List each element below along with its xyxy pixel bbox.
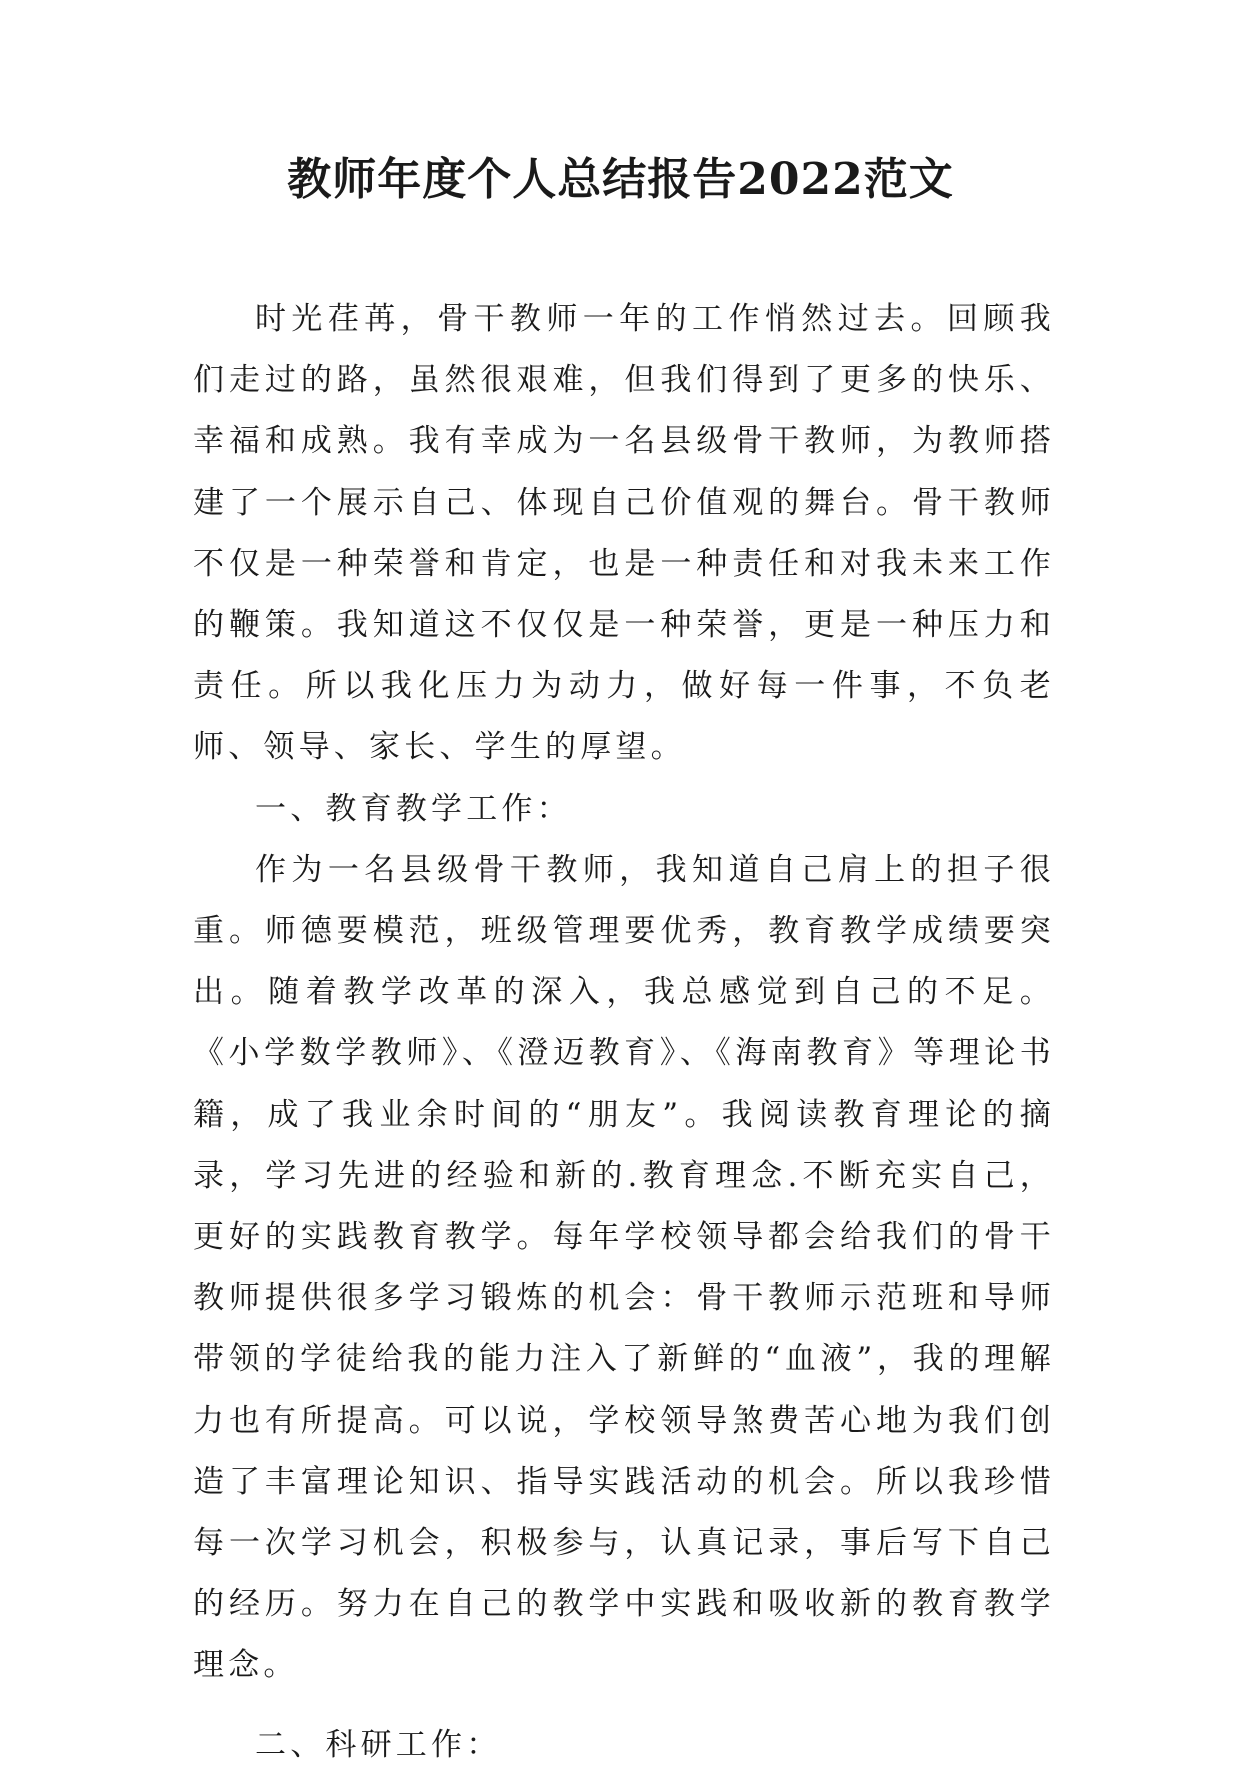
teaching-paragraph: 作为一名县级骨干教师，我知道自己肩上的担子很重。师德要模范，班级管理要优秀，教育教学成绩要突出。随着教学改革的深入，我总感觉到自己的不足。《小学数学教师》、《澄迈教育》、《海南教育》等理论书籍，成了我业余时间的“朋友”。我阅读教育理论的摘录，学习先进的经验和新的.教育理念.不断充实自己，更好的实践教育教学。每年学校领导都会给我们的骨干教师提供很多学习锻炼的机会：骨干教师示范班和导师带领的学徒给我的能力注入了新鲜的“血液”，我的理解力也有所提高。可以说，学校领导煞费苦心地为我们创造了丰富理论知识、指导实践活动的机会。所以我珍惜每一次学习机会，积极参与，认真记录，事后写下自己的经历。努力在自己的教学中实践和吸收新的教育教学理念。 [193,851,1055,1684]
intro-paragraph: 时光荏苒，骨干教师一年的工作悄然过去。回顾我们走过的路，虽然很艰难，但我们得到了更多的快乐、幸福和成熟。我有幸成为一名县级骨干教师，为教师搭建了一个展示自己、体现自己价值观的舞台。骨干教师不仅是一种荣誉和肯定，也是一种责任和对我未来工作的鞭策。我知道这不仅仅是一种荣誉，更是一种压力和责任。所以我化压力为动力，做好每一件事，不负老师、领导、家长、学生的厚望。 [193,301,1055,766]
section-heading-research: 二、科研工作： [255,1726,502,1763]
section-heading-teaching: 一、教育教学工作： [255,790,572,827]
document-body [193,289,1055,1776]
document-title: 教师年度个人总结报告2022范文 [287,154,954,205]
